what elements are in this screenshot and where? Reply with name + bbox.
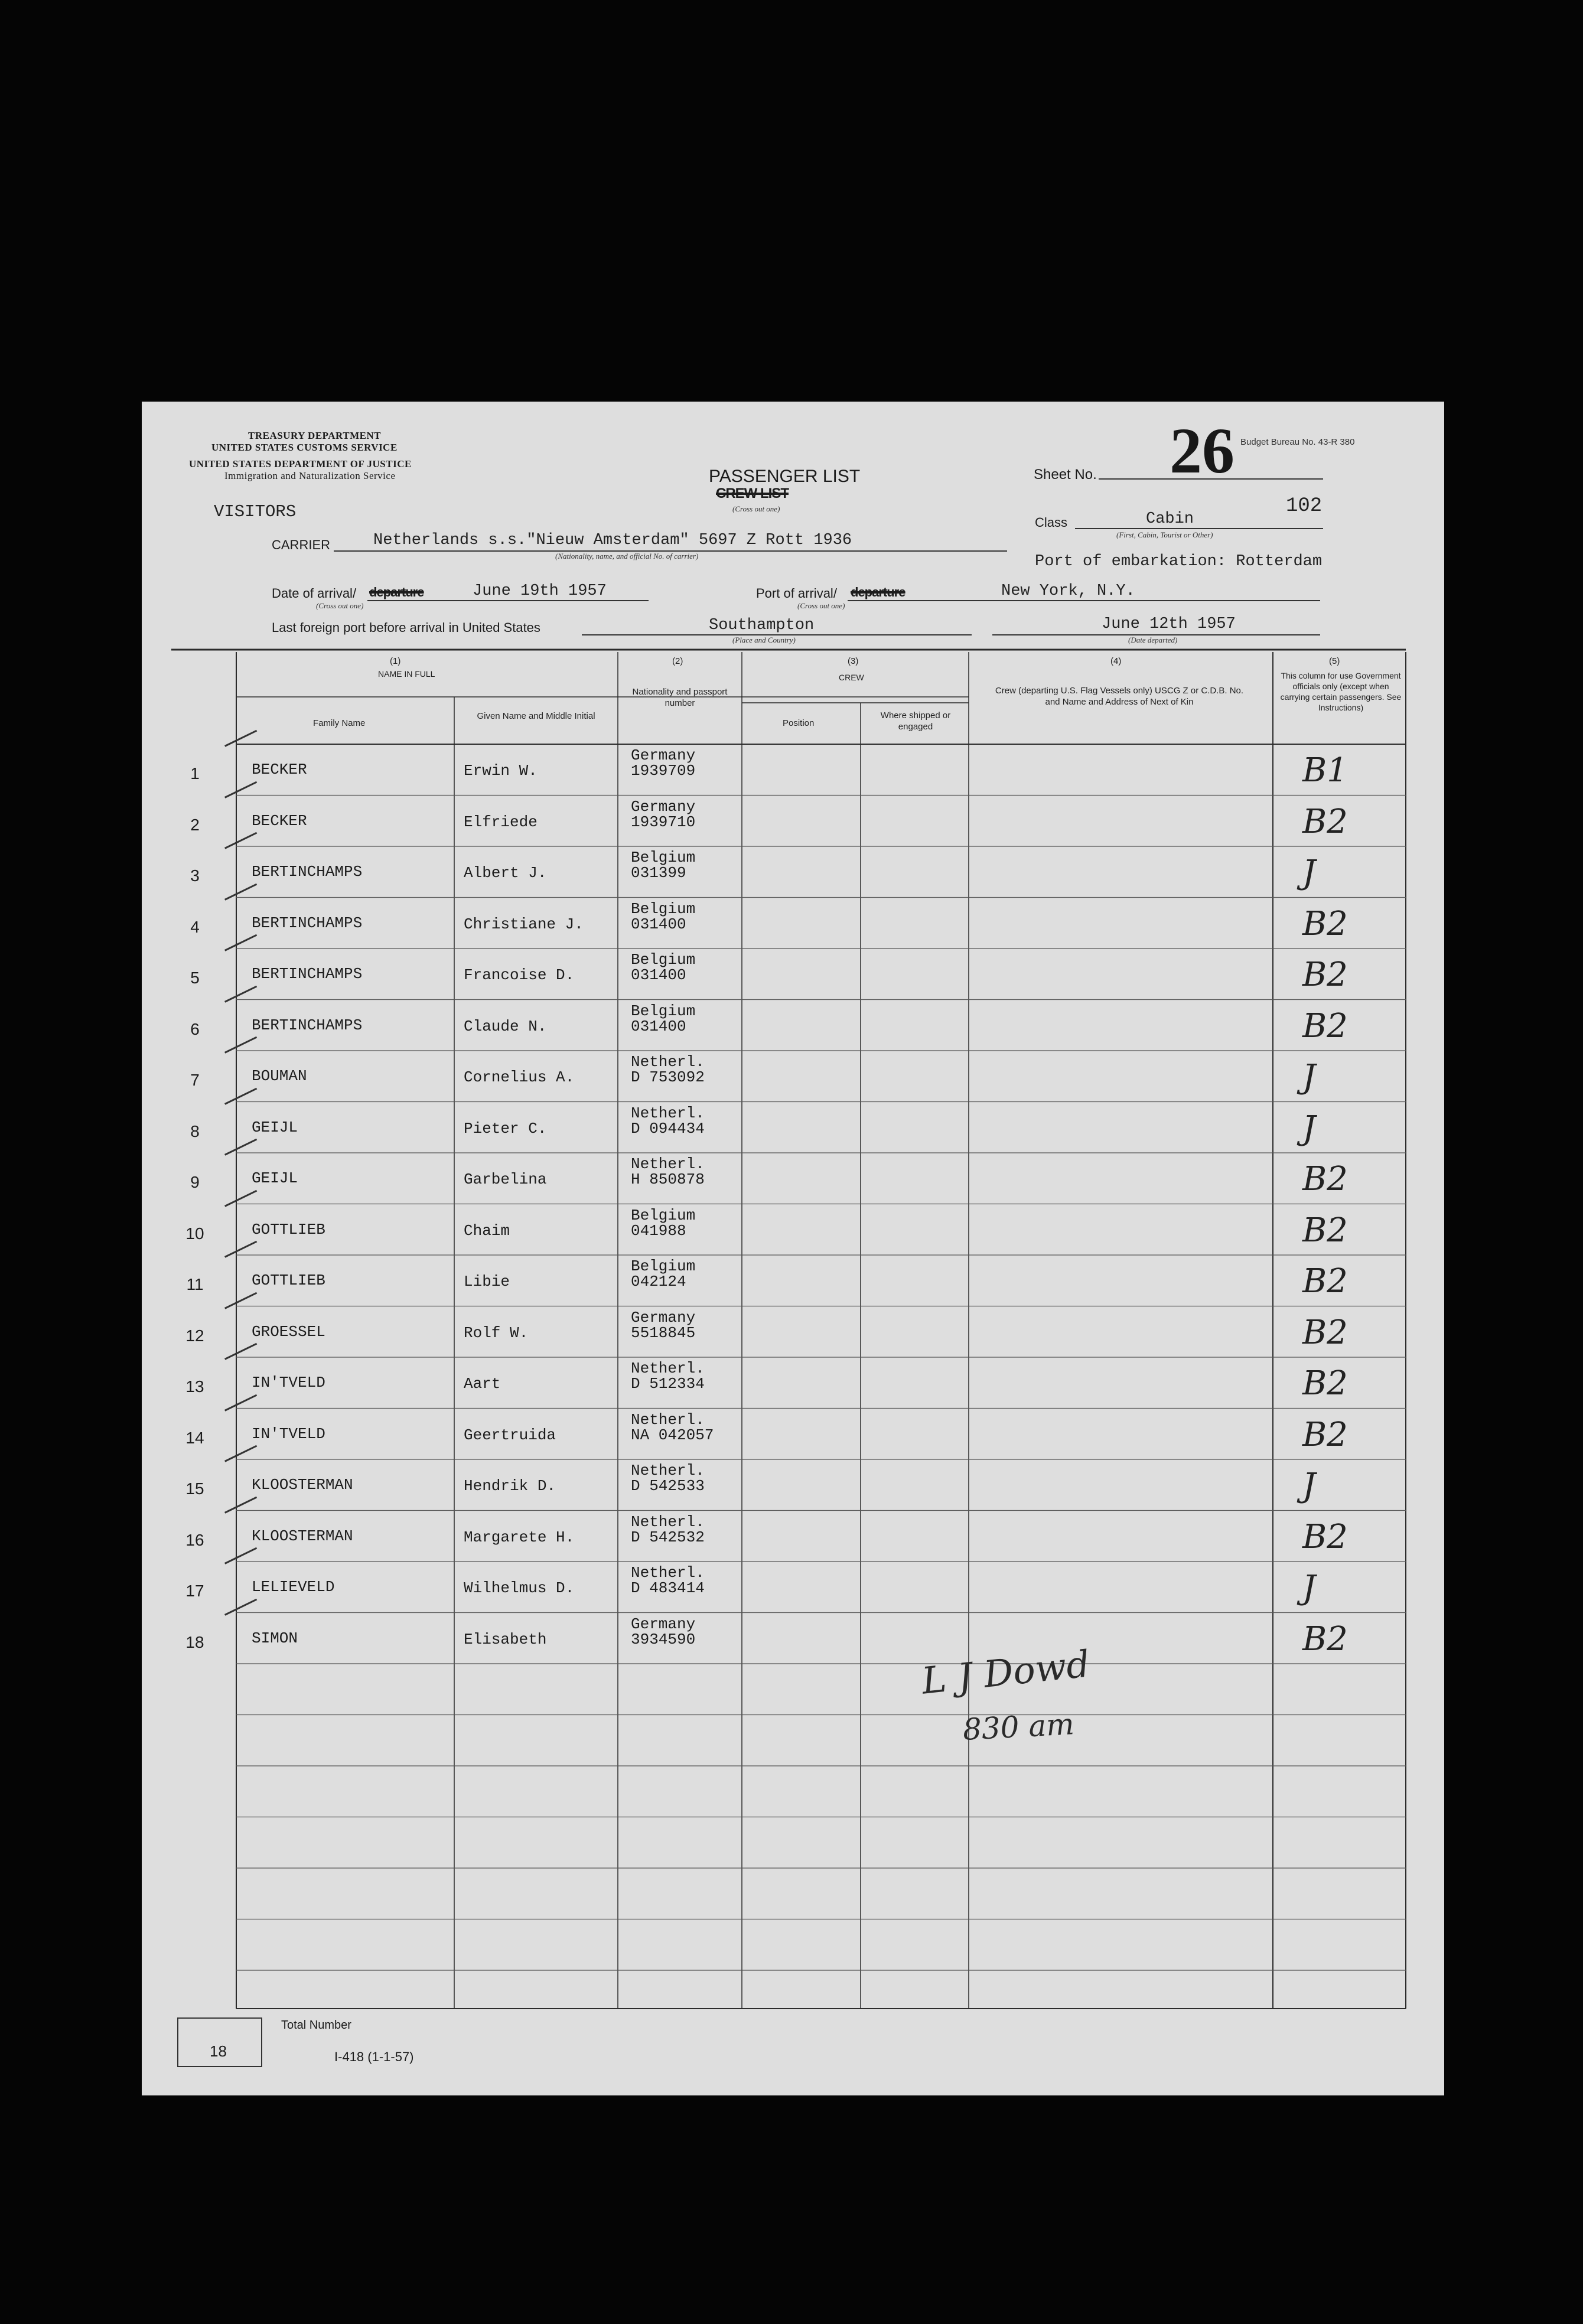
given-name: Garbelina [464,1171,547,1188]
date-struck: departure [369,585,424,599]
nationality: Belgium [631,1206,696,1224]
official-mark: B2 [1302,1313,1348,1352]
total-label: Total Number [281,2019,351,2032]
nationality: Netherl. [631,1462,705,1479]
given-name: Elfriede [464,813,538,831]
official-mark: J [1302,853,1316,892]
official-mark: B2 [1302,802,1348,841]
family-name: KLOOSTERMAN [252,1476,353,1494]
passport-number: 031400 [631,915,686,933]
official-mark: B1 [1302,751,1348,790]
date-caption: (Cross out one) [316,601,364,610]
nationality-passport [631,1106,705,1136]
given-name: Christiane J. [464,915,584,933]
row-number: 6 [190,1019,200,1038]
nationality: Netherl. [631,1155,705,1173]
col5-num: (5) [1329,656,1340,666]
family-name: IN'TVELD [252,1425,325,1443]
date-departed-caption: (Date departed) [1128,635,1178,644]
nationality-passport [631,901,695,932]
family-name: GOTTLIEB [252,1272,325,1289]
nationality-passport [631,850,695,881]
col1a-title: Family Name [313,718,366,728]
passport-number: 1939710 [631,813,696,831]
col3-title: CREW [839,673,864,682]
given-name: Elisabeth [464,1630,547,1648]
official-mark: J [1302,1569,1316,1607]
table-row [142,846,1444,897]
passport-number: 5518845 [631,1324,696,1342]
row-number: 12 [185,1326,204,1345]
table-row [142,1613,1444,1664]
given-name: Francoise D. [464,966,575,984]
official-mark: B2 [1302,1262,1348,1300]
table-row [142,744,1444,795]
port-struck: departure [851,585,905,599]
inspector-signature: L J Dowd [919,1642,1092,1703]
passport-number: D 542532 [631,1528,705,1546]
col1b-title: Given Name and Middle Initial [477,711,595,721]
table-row [142,1255,1444,1306]
nationality: Netherl. [631,1410,705,1429]
given-name: Hendrik D. [464,1477,556,1495]
nationality-passport [631,1208,695,1238]
port-label: Port of arrival/ [756,586,837,601]
row-number: 10 [185,1224,204,1243]
official-mark: J [1302,1466,1316,1505]
port-embarkation: Port of embarkation: Rotterdam [1035,553,1323,571]
family-name: BOUMAN [252,1067,307,1085]
table-row [142,1102,1444,1153]
form-title-struck: CREW LIST [716,485,789,501]
row-number: 2 [190,815,200,834]
given-name: Libie [464,1273,510,1290]
budget-note: Budget Bureau No. 43-R 380 [1240,437,1355,447]
visitors-label: VISITORS [214,502,297,521]
official-mark: B2 [1302,1006,1348,1045]
family-name: LELIEVELD [252,1578,335,1596]
nationality-passport [631,1054,705,1085]
official-mark: B2 [1302,1517,1348,1556]
col2-num: (2) [672,656,683,666]
row-number: 17 [185,1582,204,1600]
nationality-passport [631,1616,695,1647]
family-name: GROESSEL [252,1322,325,1341]
nationality-passport [631,952,695,983]
table-row [142,1357,1444,1408]
passport-number: NA 042057 [631,1426,714,1444]
family-name: BERTINCHAMPS [252,863,363,881]
col4-num: (4) [1110,656,1122,666]
nationality: Belgium [631,1002,696,1020]
nationality-passport [631,1310,695,1341]
family-name: GOTTLIEB [252,1220,325,1238]
given-name: Margarete H. [464,1528,575,1546]
passport-number: 042124 [631,1273,686,1290]
passport-number: D 753092 [631,1068,705,1086]
signature-time: 830 am [962,1707,1075,1747]
nationality: Netherl. [631,1360,705,1377]
passport-number: D 512334 [631,1375,705,1393]
sheet-label: Sheet No. [1034,467,1097,483]
nationality: Belgium [631,849,696,866]
carrier-label: CARRIER [272,537,331,552]
table-row [142,1562,1444,1612]
date-value: June 19th 1957 [473,582,607,600]
table-row [142,1000,1444,1051]
dept-line-2: UNITED STATES CUSTOMS SERVICE [211,442,398,453]
sheet-number: 26 [1170,415,1235,487]
row-number: 15 [185,1479,204,1498]
row-number: 13 [185,1377,204,1396]
given-name: Aart [464,1375,501,1393]
official-mark: B2 [1302,1619,1348,1658]
form-title: PASSENGER LIST [709,467,861,486]
last-port-value: Southampton [709,617,815,634]
manifest-sheet [142,402,1444,2095]
passport-number: 031400 [631,966,686,984]
form-number: I-418 (1-1-57) [334,2049,414,2064]
nationality: Germany [631,1308,696,1326]
family-name: BERTINCHAMPS [252,914,363,932]
official-mark: J [1302,1058,1316,1096]
table-row [142,1306,1444,1357]
family-name: KLOOSTERMAN [252,1527,353,1545]
nationality: Belgium [631,899,696,918]
table-row [142,1051,1444,1101]
passport-number: 3934590 [631,1630,696,1648]
official-mark: B2 [1302,956,1348,994]
table-row [142,796,1444,846]
nationality: Germany [631,797,696,816]
row-number: 16 [185,1530,204,1549]
nationality-passport [631,1463,705,1494]
nationality: Netherl. [631,1513,705,1531]
family-name: IN'TVELD [252,1374,325,1391]
nationality-passport [631,1412,714,1443]
nationality: Germany [631,1615,696,1633]
class-label: Class [1035,515,1068,530]
col4-title: Crew (departing U.S. Flag Vessels only) USCG Z or C.D.B. No. and Name and Address of Next of Kin [995,686,1244,707]
table-row [142,1511,1444,1562]
nationality-passport [631,1514,705,1545]
row-number: 3 [190,866,200,885]
given-name: Chaim [464,1221,510,1240]
given-name: Rolf W. [464,1324,529,1342]
col1-num: (1) [390,656,401,666]
dept-line-1: TREASURY DEPARTMENT [248,430,382,441]
official-mark: B2 [1302,1415,1348,1454]
nationality-passport [631,1003,695,1034]
passport-number: 031400 [631,1017,686,1035]
class-caption: (First, Cabin, Tourist or Other) [1116,530,1213,539]
carrier-value: Netherlands s.s."Nieuw Amsterdam" 5697 Z Rott 1936 [373,532,852,549]
family-name: BECKER [252,811,307,830]
col1-title: NAME IN FULL [378,669,435,679]
family-name: SIMON [252,1629,298,1647]
given-name: Pieter C. [464,1119,547,1137]
col2-title: Nationality and passport number [632,687,728,708]
nationality-passport [631,1565,705,1596]
col3b-title: Where shipped or engaged [880,710,951,732]
col3-num: (3) [848,656,859,666]
passport-number: D 542533 [631,1477,705,1495]
family-name: GEIJL [252,1118,298,1136]
given-name: Albert J. [464,864,547,882]
port-caption: (Cross out one) [797,601,845,610]
given-name: Wilhelmus D. [464,1579,575,1597]
last-port-caption: (Place and Country) [732,635,796,644]
row-number: 7 [190,1071,200,1089]
table-row [142,898,1444,948]
official-mark: B2 [1302,1160,1348,1198]
passport-number: 1939709 [631,762,696,780]
passport-number: 031399 [631,864,686,882]
passport-number: H 850878 [631,1171,705,1188]
nationality: Netherl. [631,1104,705,1122]
port-value: New York, N.Y. [1001,582,1135,600]
nationality-passport [631,748,695,778]
nationality: Netherl. [631,1053,705,1071]
dept-line-4: Immigration and Naturalization Service [224,470,396,481]
given-name: Geertruida [464,1426,556,1444]
carrier-caption: (Nationality, name, and official No. of carrier) [555,552,699,560]
row-number: 18 [185,1632,204,1651]
row-number: 5 [190,969,200,987]
dept-line-3: UNITED STATES DEPARTMENT OF JUSTICE [189,458,412,470]
official-mark: J [1302,1109,1316,1148]
table-row [142,1204,1444,1255]
nationality-passport [631,799,695,830]
official-mark: B2 [1302,1364,1348,1403]
given-name: Erwin W. [464,762,538,780]
family-name: BERTINCHAMPS [252,1016,363,1034]
nationality-passport [631,1156,705,1187]
nationality: Belgium [631,951,696,969]
class-number: 102 [1286,495,1323,517]
family-name: GEIJL [252,1169,298,1187]
family-name: BECKER [252,761,307,778]
row-number: 4 [190,917,200,936]
given-name: Claude N. [464,1017,547,1035]
row-number: 8 [190,1122,200,1140]
passport-number: D 483414 [631,1579,705,1597]
date-label: Date of arrival/ [272,586,357,601]
nationality-passport [631,1361,705,1391]
table-row [142,948,1444,999]
cross-out-note: (Cross out one) [732,504,780,513]
passport-number: 041988 [631,1221,686,1240]
passport-number: D 094434 [631,1119,705,1137]
nationality: Belgium [631,1257,696,1275]
col5-title: This column for use Government officials only (except when carrying certain passengers. See Instructions) [1280,671,1402,712]
total-value: 18 [210,2042,227,2060]
table-row [142,1409,1444,1459]
official-mark: B2 [1302,904,1348,943]
given-name: Cornelius A. [464,1068,575,1086]
row-number: 1 [190,764,200,783]
row-number: 14 [185,1428,204,1447]
official-mark: B2 [1302,1211,1348,1250]
table-row [142,1153,1444,1204]
nationality: Netherl. [631,1564,705,1582]
nationality: Germany [631,747,696,764]
last-port-label: Last foreign port before arrival in United States [272,620,540,635]
class-value: Cabin [1146,510,1194,528]
col3a-title: Position [783,718,815,728]
nationality-passport [631,1259,695,1289]
date-departed: June 12th 1957 [1102,615,1236,633]
row-number: 9 [190,1173,200,1191]
family-name: BERTINCHAMPS [252,965,363,983]
row-number: 11 [186,1275,204,1293]
table-row [142,1459,1444,1510]
